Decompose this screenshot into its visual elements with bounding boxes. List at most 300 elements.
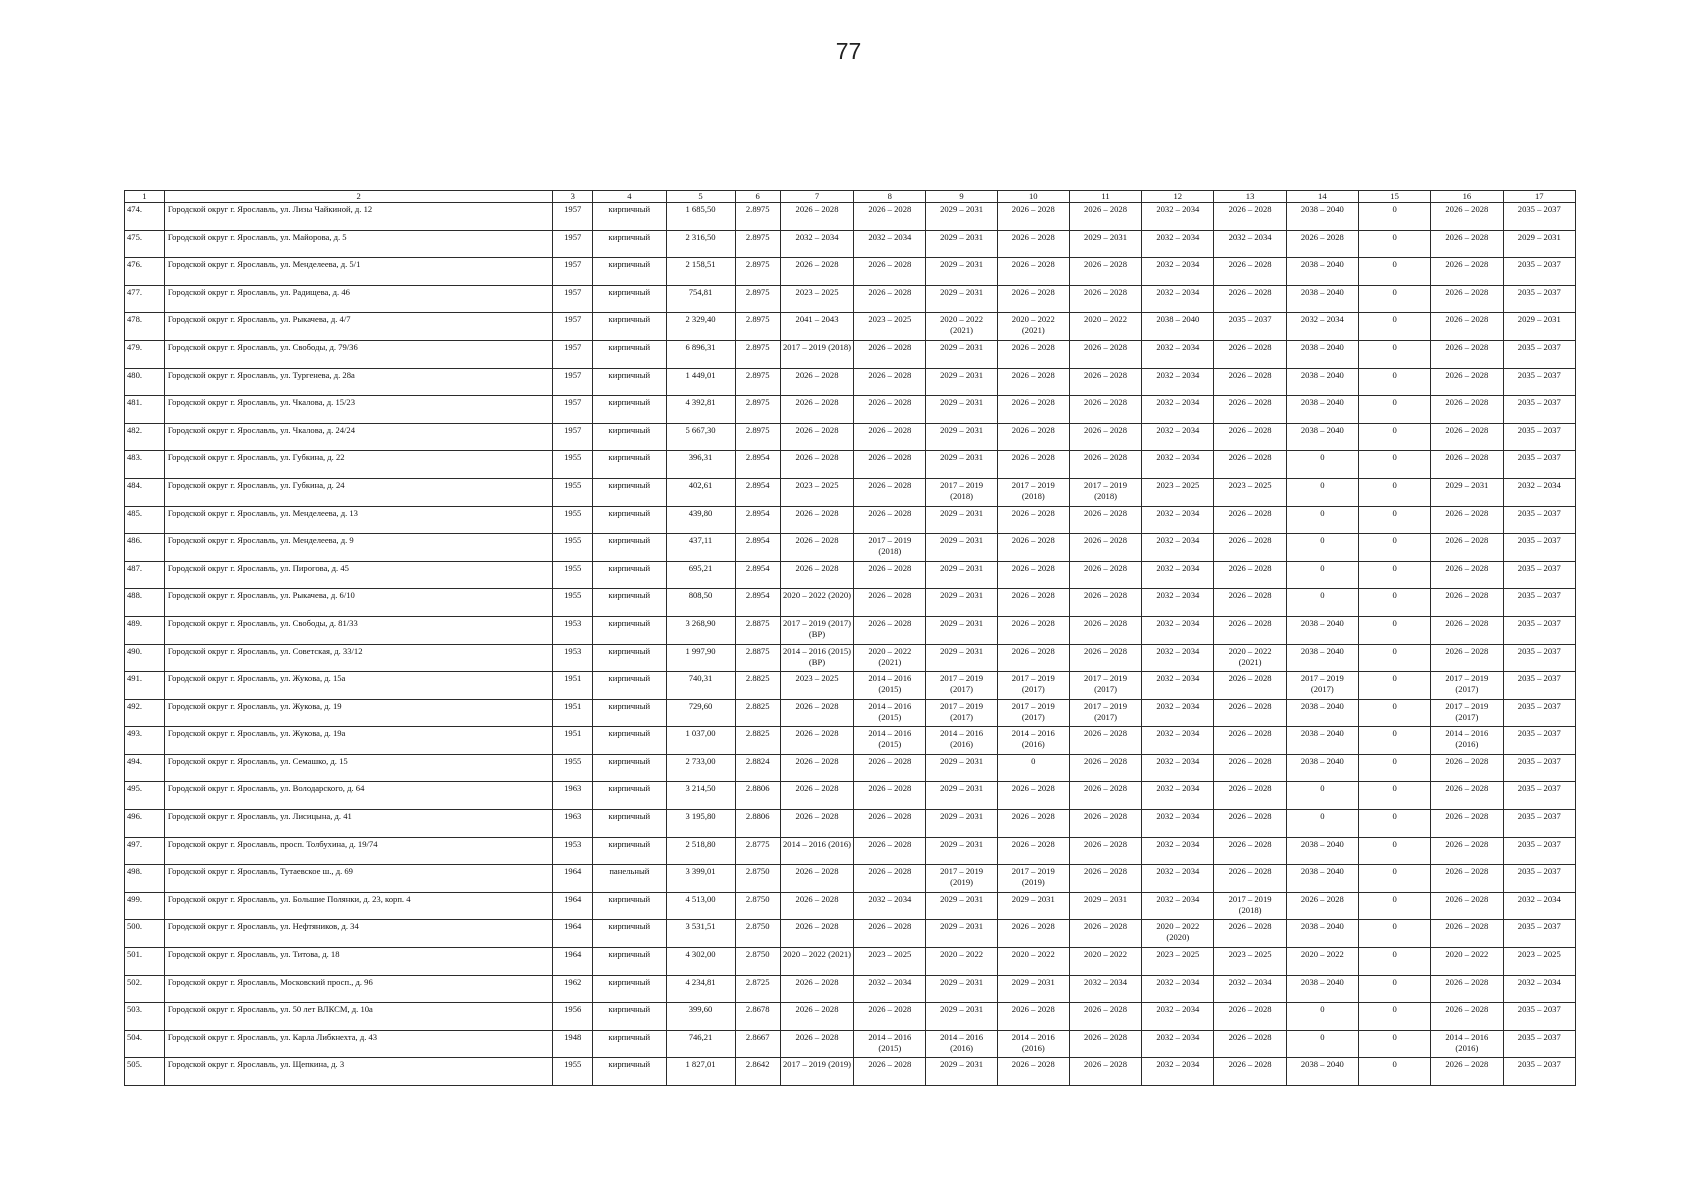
- table-cell: 2023 – 2025: [1142, 478, 1214, 506]
- table-cell: 498.: [125, 865, 165, 893]
- table-cell: 2026 – 2028: [1431, 203, 1503, 231]
- table-cell: 0: [1286, 534, 1358, 562]
- table-cell: 2038 – 2040: [1286, 285, 1358, 313]
- table-cell: 2026 – 2028: [1431, 782, 1503, 810]
- table-cell: 1957: [553, 368, 593, 396]
- table-cell: 2017 – 2019 (2018): [854, 534, 926, 562]
- table-cell: 476.: [125, 258, 165, 286]
- table-cell: 485.: [125, 506, 165, 534]
- table-cell: Городской округ г. Ярославль, ул. Чкалова, д. 15/23: [164, 396, 552, 424]
- table-row: [125, 892, 1576, 920]
- table-cell: 2017 – 2019 (2017): [1286, 672, 1358, 700]
- table-row: [125, 837, 1576, 865]
- table-cell: 2029 – 2031: [1503, 313, 1576, 341]
- header-row: [125, 191, 1576, 203]
- table-cell: 1957: [553, 203, 593, 231]
- table-cell: 2026 – 2028: [997, 230, 1069, 258]
- table-cell: 2026 – 2028: [1069, 837, 1141, 865]
- table-cell: 2020 – 2022 (2021): [997, 313, 1069, 341]
- table-cell: Городской округ г. Ярославль, ул. Менделеева, д. 5/1: [164, 258, 552, 286]
- table-cell: 2029 – 2031: [926, 368, 997, 396]
- table-cell: 2.8825: [735, 727, 780, 755]
- table-cell: кирпичный: [593, 313, 666, 341]
- table-cell: 2026 – 2028: [854, 203, 926, 231]
- table-cell: 2026 – 2028: [1069, 865, 1141, 893]
- column-header-17: 17: [1503, 191, 1576, 203]
- table-cell: 0: [1358, 423, 1430, 451]
- table-cell: 2029 – 2031: [926, 285, 997, 313]
- column-header-14: 14: [1286, 191, 1358, 203]
- table-cell: 2026 – 2028: [780, 451, 853, 479]
- table-cell: 2026 – 2028: [997, 203, 1069, 231]
- table-cell: 2.8975: [735, 340, 780, 368]
- table-cell: 2026 – 2028: [854, 478, 926, 506]
- table-cell: 3 195,80: [666, 810, 735, 838]
- table-cell: 2 329,40: [666, 313, 735, 341]
- table-cell: 2014 – 2016 (2016): [997, 1030, 1069, 1058]
- table-cell: 2032 – 2034: [854, 975, 926, 1003]
- table-cell: 2026 – 2028: [780, 506, 853, 534]
- table-cell: 2026 – 2028: [1286, 230, 1358, 258]
- table-cell: 2032 – 2034: [1142, 672, 1214, 700]
- table-cell: 0: [1358, 396, 1430, 424]
- table-cell: 2020 – 2022 (2021): [780, 948, 853, 976]
- table-cell: 2026 – 2028: [1214, 285, 1286, 313]
- table-cell: 2026 – 2028: [1431, 561, 1503, 589]
- table-cell: 2032 – 2034: [1503, 892, 1576, 920]
- table-cell: Городской округ г. Ярославль, ул. Рыкачева, д. 4/7: [164, 313, 552, 341]
- table-cell: Городской округ г. Ярославль, ул. Губкина, д. 24: [164, 478, 552, 506]
- table-cell: 2026 – 2028: [1431, 644, 1503, 672]
- table-cell: 0: [1358, 754, 1430, 782]
- table-cell: 1948: [553, 1030, 593, 1058]
- table-cell: 2026 – 2028: [1214, 368, 1286, 396]
- table-cell: кирпичный: [593, 1003, 666, 1031]
- table-cell: 2026 – 2028: [1069, 727, 1141, 755]
- table-cell: 2032 – 2034: [1142, 506, 1214, 534]
- table-cell: 2038 – 2040: [1286, 423, 1358, 451]
- table-cell: 0: [1286, 782, 1358, 810]
- table-cell: 2032 – 2034: [854, 892, 926, 920]
- table-cell: 0: [1286, 810, 1358, 838]
- table-cell: 0: [1358, 644, 1430, 672]
- table-cell: Городской округ г. Ярославль, ул. Чкалова, д. 24/24: [164, 423, 552, 451]
- table-cell: 1964: [553, 948, 593, 976]
- table-cell: 2.8954: [735, 506, 780, 534]
- table-cell: 494.: [125, 754, 165, 782]
- table-cell: 437,11: [666, 534, 735, 562]
- table-cell: 2038 – 2040: [1286, 754, 1358, 782]
- table-cell: 2032 – 2034: [1214, 230, 1286, 258]
- table-cell: 2.8806: [735, 782, 780, 810]
- table-row: [125, 396, 1576, 424]
- table-cell: 2032 – 2034: [1142, 810, 1214, 838]
- table-cell: кирпичный: [593, 644, 666, 672]
- table-cell: 2026 – 2028: [780, 892, 853, 920]
- table-cell: 2035 – 2037: [1503, 644, 1576, 672]
- table-cell: 2.8975: [735, 203, 780, 231]
- table-cell: 2029 – 2031: [926, 423, 997, 451]
- table-cell: 481.: [125, 396, 165, 424]
- table-cell: 2035 – 2037: [1503, 589, 1576, 617]
- table-cell: 487.: [125, 561, 165, 589]
- table-cell: 1955: [553, 506, 593, 534]
- table-cell: 2.8750: [735, 948, 780, 976]
- table-cell: 0: [1286, 1003, 1358, 1031]
- table-row: [125, 948, 1576, 976]
- table-cell: 2026 – 2028: [1214, 1058, 1286, 1086]
- table-cell: 0: [1358, 810, 1430, 838]
- table-cell: 2029 – 2031: [1069, 230, 1141, 258]
- table-cell: 2026 – 2028: [997, 396, 1069, 424]
- table-cell: 2020 – 2022 (2021): [1214, 644, 1286, 672]
- table-cell: 505.: [125, 1058, 165, 1086]
- table-cell: 2026 – 2028: [1431, 1003, 1503, 1031]
- table-cell: 2.8750: [735, 865, 780, 893]
- table-cell: 2032 – 2034: [1142, 975, 1214, 1003]
- table-cell: 2.8975: [735, 258, 780, 286]
- table-cell: 2026 – 2028: [1214, 506, 1286, 534]
- table-cell: 2035 – 2037: [1503, 258, 1576, 286]
- table-cell: 0: [1358, 1058, 1430, 1086]
- table-cell: 2038 – 2040: [1286, 340, 1358, 368]
- table-cell: 2020 – 2022: [1431, 948, 1503, 976]
- table-cell: 2026 – 2028: [1214, 616, 1286, 644]
- table-cell: 3 214,50: [666, 782, 735, 810]
- table-cell: 2026 – 2028: [854, 368, 926, 396]
- table-cell: 0: [1358, 865, 1430, 893]
- table-cell: 2026 – 2028: [780, 561, 853, 589]
- table-cell: 2026 – 2028: [1069, 368, 1141, 396]
- table-cell: 0: [1358, 616, 1430, 644]
- table-cell: 2029 – 2031: [926, 451, 997, 479]
- table-row: [125, 478, 1576, 506]
- table-cell: кирпичный: [593, 478, 666, 506]
- table-cell: 1955: [553, 561, 593, 589]
- table-cell: 2038 – 2040: [1286, 368, 1358, 396]
- table-cell: 2032 – 2034: [1142, 1058, 1214, 1086]
- table-cell: 1 997,90: [666, 644, 735, 672]
- table-cell: 2029 – 2031: [926, 782, 997, 810]
- table-cell: 0: [1358, 478, 1430, 506]
- table-cell: 1964: [553, 892, 593, 920]
- table-cell: 0: [1358, 258, 1430, 286]
- table-cell: 2032 – 2034: [1142, 644, 1214, 672]
- table-row: [125, 451, 1576, 479]
- table-cell: 2017 – 2019 (2019): [997, 865, 1069, 893]
- table-cell: 2032 – 2034: [1286, 313, 1358, 341]
- table-cell: 504.: [125, 1030, 165, 1058]
- table-cell: 6 896,31: [666, 340, 735, 368]
- table-cell: 2032 – 2034: [1069, 975, 1141, 1003]
- table-cell: 695,21: [666, 561, 735, 589]
- table-row: [125, 699, 1576, 727]
- table-cell: 2026 – 2028: [1431, 975, 1503, 1003]
- table-cell: кирпичный: [593, 506, 666, 534]
- table-cell: 2029 – 2031: [926, 203, 997, 231]
- table-cell: 477.: [125, 285, 165, 313]
- table-cell: Городской округ г. Ярославль, Тутаевское ш., д. 69: [164, 865, 552, 893]
- table-cell: 486.: [125, 534, 165, 562]
- table-cell: 2026 – 2028: [780, 699, 853, 727]
- table-cell: 2026 – 2028: [997, 644, 1069, 672]
- table-cell: кирпичный: [593, 975, 666, 1003]
- column-header-12: 12: [1142, 191, 1214, 203]
- table-cell: 2020 – 2022: [926, 948, 997, 976]
- table-cell: 2026 – 2028: [854, 1003, 926, 1031]
- table-cell: 2032 – 2034: [1503, 975, 1576, 1003]
- table-cell: кирпичный: [593, 203, 666, 231]
- table-cell: 502.: [125, 975, 165, 1003]
- table-cell: 2026 – 2028: [997, 616, 1069, 644]
- table-cell: 2035 – 2037: [1503, 920, 1576, 948]
- table-cell: Городской округ г. Ярославль, ул. Щепкина, д. 3: [164, 1058, 552, 1086]
- table-cell: 2026 – 2028: [1214, 561, 1286, 589]
- table-cell: кирпичный: [593, 368, 666, 396]
- table-cell: кирпичный: [593, 782, 666, 810]
- table-cell: 2026 – 2028: [1431, 230, 1503, 258]
- table-cell: 2026 – 2028: [1069, 644, 1141, 672]
- table-cell: кирпичный: [593, 258, 666, 286]
- table-row: [125, 285, 1576, 313]
- table-cell: Городской округ г. Ярославль, ул. Жукова, д. 19: [164, 699, 552, 727]
- table-cell: 2026 – 2028: [854, 285, 926, 313]
- table-cell: 2032 – 2034: [1142, 423, 1214, 451]
- table-cell: 2026 – 2028: [1431, 920, 1503, 948]
- table-cell: Городской округ г. Ярославль, ул. Свободы, д. 81/33: [164, 616, 552, 644]
- table-cell: 0: [1358, 203, 1430, 231]
- table-cell: 483.: [125, 451, 165, 479]
- table-cell: кирпичный: [593, 589, 666, 617]
- table-cell: 2029 – 2031: [1431, 478, 1503, 506]
- table-cell: 0: [1358, 368, 1430, 396]
- table-cell: 2035 – 2037: [1503, 810, 1576, 838]
- table-cell: 2032 – 2034: [1142, 203, 1214, 231]
- table-cell: 1963: [553, 810, 593, 838]
- table-cell: 2017 – 2019 (2018): [1069, 478, 1141, 506]
- column-header-15: 15: [1358, 191, 1430, 203]
- table-cell: 2029 – 2031: [926, 644, 997, 672]
- table-cell: 2029 – 2031: [926, 561, 997, 589]
- table-cell: 754,81: [666, 285, 735, 313]
- table-cell: 0: [1358, 561, 1430, 589]
- table-cell: 1 827,01: [666, 1058, 735, 1086]
- column-header-10: 10: [997, 191, 1069, 203]
- table-cell: 2026 – 2028: [997, 837, 1069, 865]
- table-cell: 4 302,00: [666, 948, 735, 976]
- table-cell: 2026 – 2028: [1214, 258, 1286, 286]
- table-cell: 2023 – 2025: [854, 948, 926, 976]
- table-cell: 1953: [553, 837, 593, 865]
- table-cell: 2014 – 2016 (2016): [780, 837, 853, 865]
- table-cell: кирпичный: [593, 699, 666, 727]
- table-cell: 2.8775: [735, 837, 780, 865]
- table-cell: 2029 – 2031: [926, 920, 997, 948]
- table-row: [125, 644, 1576, 672]
- table-cell: 2029 – 2031: [926, 340, 997, 368]
- table-cell: 493.: [125, 727, 165, 755]
- table-cell: 2026 – 2028: [1214, 782, 1286, 810]
- table-cell: 2026 – 2028: [780, 203, 853, 231]
- table-cell: 2.8875: [735, 616, 780, 644]
- table-cell: 2038 – 2040: [1142, 313, 1214, 341]
- table-cell: 2026 – 2028: [997, 451, 1069, 479]
- table-cell: 808,50: [666, 589, 735, 617]
- table-cell: 2026 – 2028: [780, 920, 853, 948]
- table-cell: 1957: [553, 285, 593, 313]
- table-cell: 2029 – 2031: [926, 892, 997, 920]
- table-cell: 2026 – 2028: [854, 810, 926, 838]
- table-cell: 2032 – 2034: [1214, 975, 1286, 1003]
- table-cell: 2014 – 2016 (2015) (ВР): [780, 644, 853, 672]
- table-header: [125, 191, 1576, 203]
- table-cell: 0: [1286, 1030, 1358, 1058]
- table-cell: 2035 – 2037: [1503, 534, 1576, 562]
- table-cell: 2023 – 2025: [1214, 948, 1286, 976]
- table-row: [125, 258, 1576, 286]
- table-cell: 503.: [125, 1003, 165, 1031]
- table-cell: 2032 – 2034: [1142, 699, 1214, 727]
- table-cell: 2 158,51: [666, 258, 735, 286]
- table-cell: 2026 – 2028: [854, 258, 926, 286]
- table-cell: 0: [1358, 230, 1430, 258]
- table-cell: 2.8642: [735, 1058, 780, 1086]
- table-cell: 2017 – 2019 (2017): [926, 672, 997, 700]
- table-row: [125, 589, 1576, 617]
- table-cell: 2029 – 2031: [926, 534, 997, 562]
- table-row: [125, 313, 1576, 341]
- table-cell: 2026 – 2028: [1069, 616, 1141, 644]
- table-cell: 2017 – 2019 (2017): [997, 672, 1069, 700]
- table-cell: 1957: [553, 396, 593, 424]
- table-cell: 499.: [125, 892, 165, 920]
- table-cell: 2.8975: [735, 368, 780, 396]
- table-cell: 1955: [553, 478, 593, 506]
- table-cell: 1955: [553, 589, 593, 617]
- table-cell: 2032 – 2034: [1142, 589, 1214, 617]
- table-cell: 2029 – 2031: [926, 810, 997, 838]
- table-cell: 3 531,51: [666, 920, 735, 948]
- table-cell: 2026 – 2028: [1431, 754, 1503, 782]
- table-cell: 2035 – 2037: [1503, 782, 1576, 810]
- table-cell: 2026 – 2028: [780, 258, 853, 286]
- table-cell: 2020 – 2022 (2020): [780, 589, 853, 617]
- table-cell: 0: [1358, 340, 1430, 368]
- table-cell: 490.: [125, 644, 165, 672]
- table-cell: Городской округ г. Ярославль, ул. Радищева, д. 46: [164, 285, 552, 313]
- table-cell: 1963: [553, 782, 593, 810]
- table-cell: 2014 – 2016 (2015): [854, 699, 926, 727]
- table-cell: 0: [1286, 506, 1358, 534]
- table-cell: 2026 – 2028: [1431, 534, 1503, 562]
- table-cell: 2032 – 2034: [1142, 396, 1214, 424]
- table-cell: Городской округ г. Ярославль, ул. 50 лет ВЛКСМ, д. 10а: [164, 1003, 552, 1031]
- table-cell: 2032 – 2034: [1142, 616, 1214, 644]
- table-cell: 2026 – 2028: [854, 1058, 926, 1086]
- table-cell: 2020 – 2022 (2020): [1142, 920, 1214, 948]
- table-cell: 2026 – 2028: [1069, 258, 1141, 286]
- table-cell: 2026 – 2028: [997, 534, 1069, 562]
- table-cell: Городской округ г. Ярославль, ул. Володарского, д. 64: [164, 782, 552, 810]
- table-cell: 475.: [125, 230, 165, 258]
- table-cell: 2 733,00: [666, 754, 735, 782]
- table-cell: 2026 – 2028: [1069, 396, 1141, 424]
- table-cell: 746,21: [666, 1030, 735, 1058]
- table-cell: 0: [1358, 534, 1430, 562]
- table-cell: 2026 – 2028: [780, 534, 853, 562]
- table-cell: 2026 – 2028: [1431, 285, 1503, 313]
- table-cell: 2.8875: [735, 644, 780, 672]
- table-cell: кирпичный: [593, 561, 666, 589]
- table-cell: кирпичный: [593, 423, 666, 451]
- table-cell: кирпичный: [593, 920, 666, 948]
- table-cell: 2026 – 2028: [1214, 837, 1286, 865]
- table-cell: 1953: [553, 616, 593, 644]
- column-header-5: 5: [666, 191, 735, 203]
- table-cell: 2035 – 2037: [1503, 727, 1576, 755]
- column-header-9: 9: [926, 191, 997, 203]
- table-cell: 2029 – 2031: [926, 975, 997, 1003]
- table-cell: 2020 – 2022 (2021): [854, 644, 926, 672]
- table-cell: 478.: [125, 313, 165, 341]
- table-cell: 480.: [125, 368, 165, 396]
- table-cell: 2026 – 2028: [997, 258, 1069, 286]
- table-cell: 2026 – 2028: [1214, 1003, 1286, 1031]
- table-cell: кирпичный: [593, 1058, 666, 1086]
- table-cell: 2032 – 2034: [1142, 285, 1214, 313]
- table-row: [125, 920, 1576, 948]
- table-cell: 1 449,01: [666, 368, 735, 396]
- table-cell: 2026 – 2028: [780, 782, 853, 810]
- table-cell: 2026 – 2028: [997, 920, 1069, 948]
- table-cell: 2035 – 2037: [1503, 506, 1576, 534]
- table-row: [125, 727, 1576, 755]
- table-cell: 2.8954: [735, 478, 780, 506]
- column-header-7: 7: [780, 191, 853, 203]
- table-cell: 2026 – 2028: [1214, 865, 1286, 893]
- table-cell: 2026 – 2028: [1214, 451, 1286, 479]
- table-cell: 2023 – 2025: [1142, 948, 1214, 976]
- table-cell: 0: [1358, 948, 1430, 976]
- table-cell: 1953: [553, 644, 593, 672]
- table-cell: 2023 – 2025: [854, 313, 926, 341]
- table-cell: 2026 – 2028: [1069, 920, 1141, 948]
- table-cell: 491.: [125, 672, 165, 700]
- table-cell: 2035 – 2037: [1503, 1003, 1576, 1031]
- table-cell: 2 316,50: [666, 230, 735, 258]
- table-cell: 4 392,81: [666, 396, 735, 424]
- table-cell: 2026 – 2028: [1069, 340, 1141, 368]
- table-cell: 0: [1358, 451, 1430, 479]
- table-cell: Городской округ г. Ярославль, ул. Менделеева, д. 9: [164, 534, 552, 562]
- table-cell: 2.8750: [735, 892, 780, 920]
- table-cell: 439,80: [666, 506, 735, 534]
- table-cell: 2038 – 2040: [1286, 975, 1358, 1003]
- column-header-16: 16: [1431, 191, 1503, 203]
- table-cell: 0: [1286, 451, 1358, 479]
- table-cell: 501.: [125, 948, 165, 976]
- table-cell: 2014 – 2016 (2015): [854, 672, 926, 700]
- table-cell: 2.8975: [735, 230, 780, 258]
- table-cell: 2.8954: [735, 534, 780, 562]
- table-cell: 2035 – 2037: [1503, 561, 1576, 589]
- table-cell: 2.8678: [735, 1003, 780, 1031]
- table-row: [125, 975, 1576, 1003]
- table-cell: 2.8954: [735, 451, 780, 479]
- table-cell: 0: [1358, 920, 1430, 948]
- table-cell: 2035 – 2037: [1503, 865, 1576, 893]
- table-cell: 2038 – 2040: [1286, 699, 1358, 727]
